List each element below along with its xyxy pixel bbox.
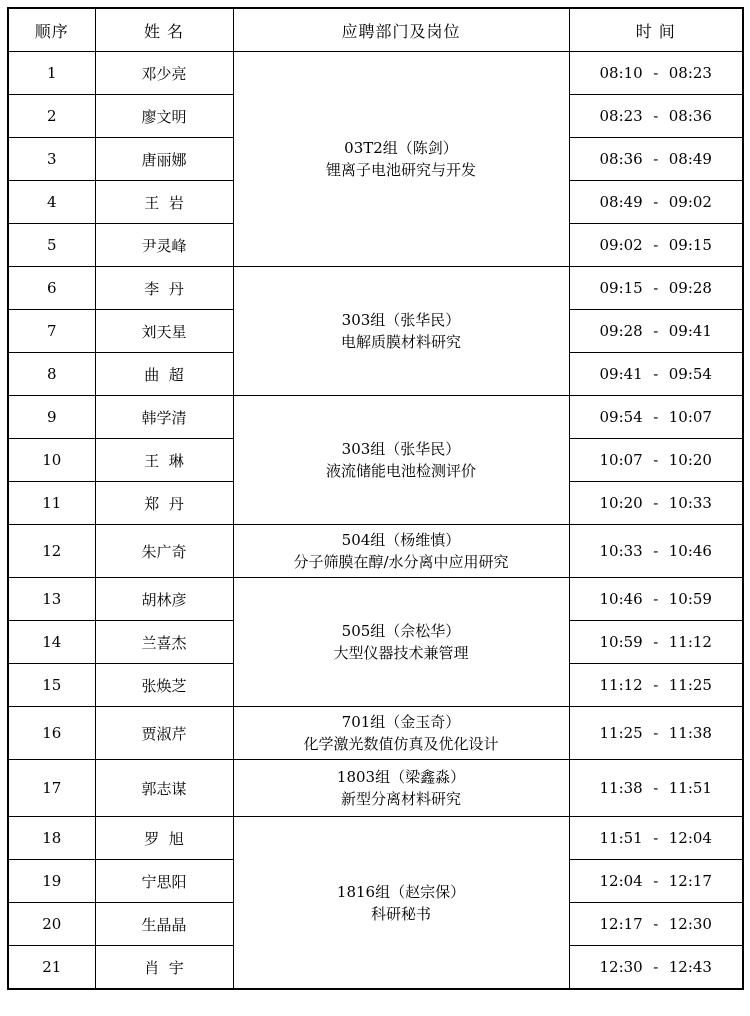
table-row: [8, 396, 743, 439]
time-end: 10:59: [668, 590, 712, 608]
time-start: 10:20: [599, 494, 643, 512]
time-cell: [569, 482, 743, 525]
name-cell: 郑 丹: [95, 482, 233, 525]
time-cell: [569, 439, 743, 482]
dept-cell: [233, 760, 569, 817]
time-dash: -: [653, 365, 659, 383]
time-end: 12:30: [668, 915, 712, 933]
name-cell: 生晶晶: [95, 903, 233, 946]
seq-cell: 10: [8, 439, 95, 482]
time-dash: -: [653, 633, 659, 651]
name-cell: 宁思阳: [95, 860, 233, 903]
time-dash: -: [653, 451, 659, 469]
time-cell: [569, 664, 743, 707]
dept-cell: [233, 267, 569, 396]
seq-cell: 6: [8, 267, 95, 310]
time-cell: [569, 760, 743, 817]
dept-cell: [233, 707, 569, 760]
dept-cell: [233, 525, 569, 578]
time-cell: [569, 267, 743, 310]
time-end: 12:17: [668, 872, 712, 890]
seq-cell: 12: [8, 525, 95, 578]
name-cell: 韩学清: [95, 396, 233, 439]
time-end: 08:23: [668, 64, 712, 82]
time-start: 08:10: [599, 64, 643, 82]
time-end: 12:04: [668, 829, 712, 847]
time-dash: -: [653, 542, 659, 560]
dept-cell: [233, 578, 569, 707]
time-start: 11:12: [599, 676, 643, 694]
seq-cell: 19: [8, 860, 95, 903]
table-row: [8, 707, 743, 760]
time-dash: -: [653, 193, 659, 211]
dept-group: 701组（金玉奇）: [341, 713, 461, 731]
time-end: 08:36: [668, 107, 712, 125]
time-cell: [569, 181, 743, 224]
table-row: [8, 52, 743, 95]
dept-position: 科研秘书: [370, 904, 431, 923]
time-start: 12:17: [599, 915, 643, 933]
time-cell: [569, 224, 743, 267]
time-dash: -: [653, 724, 659, 742]
time-start: 12:30: [599, 958, 643, 976]
name-cell: 李 丹: [95, 267, 233, 310]
time-end: 09:28: [668, 279, 712, 297]
time-dash: -: [653, 494, 659, 512]
table-row: [8, 525, 743, 578]
seq-cell: 14: [8, 621, 95, 664]
header-dept: 应聘部门及岗位: [233, 8, 569, 52]
seq-cell: 4: [8, 181, 95, 224]
name-cell: 罗 旭: [95, 817, 233, 860]
name-cell: 邓少亮: [95, 52, 233, 95]
name-cell: 王 岩: [95, 181, 233, 224]
seq-cell: 7: [8, 310, 95, 353]
time-dash: -: [653, 279, 659, 297]
time-cell: [569, 95, 743, 138]
name-cell: 唐丽娜: [95, 138, 233, 181]
header-time: 时 间: [569, 8, 743, 52]
dept-position: 电解质膜材料研究: [340, 333, 461, 351]
time-end: 10:20: [668, 451, 712, 469]
interview-schedule-table: [7, 7, 744, 990]
name-cell: 张焕芝: [95, 664, 233, 707]
time-dash: -: [653, 779, 659, 797]
time-cell: [569, 578, 743, 621]
time-start: 10:46: [599, 590, 643, 608]
time-dash: -: [653, 150, 659, 168]
dept-cell: [233, 52, 569, 267]
table-row: [8, 760, 743, 817]
time-start: 09:41: [599, 365, 643, 383]
time-dash: -: [653, 676, 659, 694]
time-cell: [569, 621, 743, 664]
time-start: 09:28: [599, 322, 643, 340]
seq-cell: 20: [8, 903, 95, 946]
name-cell: 王 琳: [95, 439, 233, 482]
table-row: [8, 267, 743, 310]
dept-position: 分子筛膜在醇/水分离中应用研究: [293, 553, 509, 571]
time-start: 09:02: [599, 236, 643, 254]
time-cell: [569, 353, 743, 396]
time-end: 08:49: [668, 150, 712, 168]
dept-cell: [233, 817, 569, 990]
name-cell: 曲 超: [95, 353, 233, 396]
time-dash: -: [653, 958, 659, 976]
time-cell: [569, 525, 743, 578]
time-end: 10:07: [668, 408, 712, 426]
time-end: 09:15: [668, 236, 712, 254]
time-end: 09:54: [668, 365, 712, 383]
seq-cell: 16: [8, 707, 95, 760]
time-cell: [569, 817, 743, 860]
time-start: 11:38: [599, 779, 643, 797]
name-cell: 廖文明: [95, 95, 233, 138]
dept-position: 新型分离材料研究: [340, 790, 461, 808]
time-cell: [569, 860, 743, 903]
dept-position: 化学激光数值仿真及优化设计: [303, 735, 499, 753]
dept-group: 303组（张华民）: [341, 440, 461, 458]
time-end: 11:12: [668, 633, 712, 651]
time-cell: [569, 396, 743, 439]
header-seq: 顺序: [8, 8, 95, 52]
seq-cell: 5: [8, 224, 95, 267]
seq-cell: 2: [8, 95, 95, 138]
time-dash: -: [653, 107, 659, 125]
seq-cell: 1: [8, 52, 95, 95]
time-end: 12:43: [668, 958, 712, 976]
table-row: [8, 817, 743, 860]
time-start: 08:23: [599, 107, 643, 125]
seq-cell: 15: [8, 664, 95, 707]
dept-group: 03T2组（陈剑）: [344, 139, 458, 157]
time-start: 08:36: [599, 150, 643, 168]
time-start: 11:51: [599, 829, 643, 847]
seq-cell: 11: [8, 482, 95, 525]
dept-group: 1803组（梁鑫淼）: [336, 768, 466, 786]
time-end: 11:38: [668, 724, 712, 742]
time-dash: -: [653, 322, 659, 340]
dept-group: 303组（张华民）: [341, 311, 461, 329]
name-cell: 兰喜杰: [95, 621, 233, 664]
time-cell: [569, 52, 743, 95]
time-end: 09:41: [668, 322, 712, 340]
time-start: 10:59: [599, 633, 643, 651]
dept-cell: [233, 396, 569, 525]
name-cell: 刘天星: [95, 310, 233, 353]
time-end: 10:46: [668, 542, 712, 560]
time-dash: -: [653, 829, 659, 847]
time-end: 09:02: [668, 193, 712, 211]
seq-cell: 21: [8, 946, 95, 990]
dept-position: 大型仪器技术兼管理: [333, 644, 469, 662]
dept-group: 1816组（赵宗保）: [336, 882, 466, 901]
time-dash: -: [653, 236, 659, 254]
seq-cell: 3: [8, 138, 95, 181]
time-cell: [569, 903, 743, 946]
time-start: 10:33: [599, 542, 643, 560]
table-row: [8, 578, 743, 621]
time-cell: [569, 310, 743, 353]
time-cell: [569, 946, 743, 990]
name-cell: 贾淑芹: [95, 707, 233, 760]
time-start: 11:25: [599, 724, 643, 742]
seq-cell: 8: [8, 353, 95, 396]
dept-group: 505组（佘松华）: [341, 622, 461, 640]
dept-position: 液流储能电池检测评价: [325, 462, 476, 480]
name-cell: 胡林彦: [95, 578, 233, 621]
header-name: 姓 名: [95, 8, 233, 52]
time-dash: -: [653, 408, 659, 426]
time-dash: -: [653, 64, 659, 82]
seq-cell: 13: [8, 578, 95, 621]
time-cell: [569, 707, 743, 760]
time-end: 11:51: [668, 779, 712, 797]
time-dash: -: [653, 872, 659, 890]
dept-position: 锂离子电池研究与开发: [325, 161, 476, 179]
time-start: 09:15: [599, 279, 643, 297]
time-cell: [569, 138, 743, 181]
time-end: 10:33: [668, 494, 712, 512]
seq-cell: 9: [8, 396, 95, 439]
seq-cell: 18: [8, 817, 95, 860]
time-dash: -: [653, 590, 659, 608]
time-start: 12:04: [599, 872, 643, 890]
time-start: 08:49: [599, 193, 643, 211]
time-start: 09:54: [599, 408, 643, 426]
seq-cell: 17: [8, 760, 95, 817]
time-start: 10:07: [599, 451, 643, 469]
name-cell: 肖 宇: [95, 946, 233, 990]
time-dash: -: [653, 915, 659, 933]
name-cell: 朱广奇: [95, 525, 233, 578]
time-end: 11:25: [668, 676, 712, 694]
name-cell: 郭志谋: [95, 760, 233, 817]
name-cell: 尹灵峰: [95, 224, 233, 267]
dept-group: 504组（杨维慎）: [341, 531, 461, 549]
header-row: [8, 8, 743, 52]
